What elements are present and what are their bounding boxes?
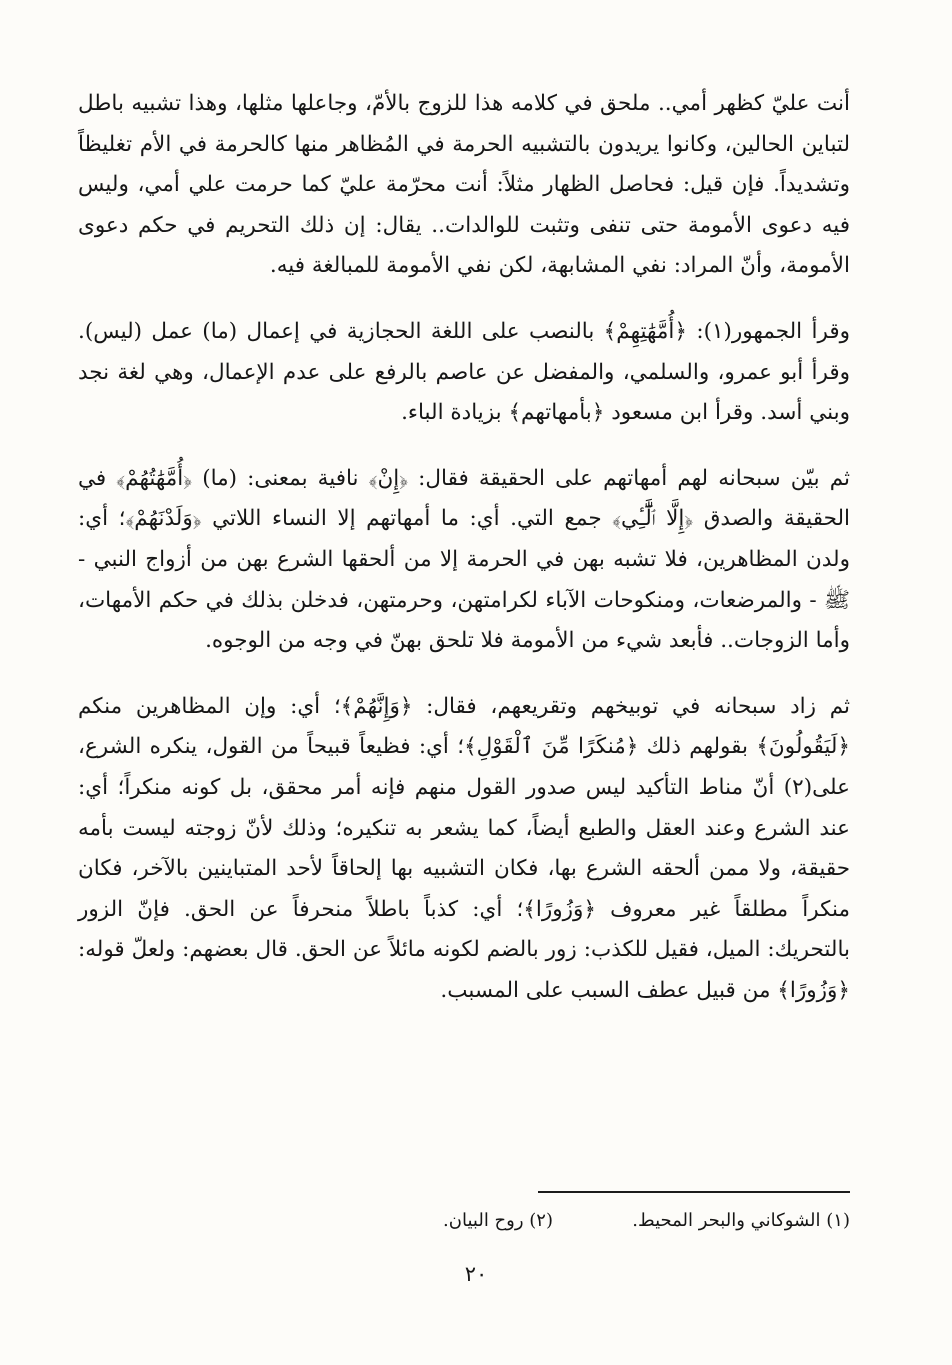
page-number: ٢٠: [464, 1262, 488, 1286]
paragraph-zihar-meaning: أنت عليّ كظهر أمي.. ملحق في كلامه هذا للزوج بالأمّ، وجاعلها مثلها، وهذا تشبيه باطل لتباين الحالين، وكانوا يريدون بالتشبيه الحرمة في المُظاهر منها كالحرمة في الأم تغليظاً وتشديداً. فإن قيل: فحاصل الظهار مثلاً: أنت محرّمة عليّ كما حرمت علي أمي، وليس فيه دعوى الأمومة حتى تنفى وتثبت للوالدات.. يقال: إن ذلك التحريم في حكم دعوى الأمومة، وأنّ المراد: نفي المشابهة، لكن نفي الأمومة للمبالغة فيه.: [78, 91, 850, 279]
paragraph-rebuke: ثم زاد سبحانه في توبيخهم وتقريعهم، فقال: ﴿وَإِنَّهُمْ﴾؛ أي: وإن المظاهرين منكم ﴿لَيَقُولُونَ﴾ بقولهم ذلك ﴿مُنكَرًا مِّنَ ٱلْقَوْلِ﴾؛ أي: فظيعاً قبيحاً من القول، ينكره الشرع، على(٢) أنّ مناط التأكيد ليس صدور القول منهم فإنه أمر محقق، بل كونه منكراً؛ أي: عند الشرع وعند العقل والطبع أيضاً، كما يشعر به تنكيره؛ وذلك لأنّ زوجته ليست بأمه حقيقة، ولا ممن ألحقه الشرع بها، فكان التشبيه بها إلحاقاً لأحد المتباينين بالآخر، فكان منكراً مطلقاً غير معروف ﴿وَزُورًا﴾؛ أي: كذباً باطلاً منحرفاً عن الحق. فإنّ الزور بالتحريك: الميل، فقيل للكذب: زور بالضم لكونه مائلاً عن الحق. قال بعضهم: ولعلّ قوله: ﴿وَزُورًا﴾ من قبيل عطف السبب على المسبب.: [78, 693, 850, 1003]
paragraph-true-mothers: ثم بيّن سبحانه لهم أمهاتهم على الحقيقة فقال: ﴿إِنْ﴾ نافية بمعنى: (ما) ﴿أُمَّهَٰتُهُمْ﴾ في الحقيقة والصدق ﴿إِلَّا ٱلَّٰٓـِٔي﴾ جمع التي. أي: ما أمهاتهم إلا النساء اللاتي ﴿وَلَدْنَهُمْ﴾؛ أي: ولدن المظاهرين، فلا تشبه بهن في الحرمة إلا من ألحقها الشرع بهن من أزواج النبي - ﷺ - والمرضعات، ومنكوحات الآباء لكرامتهن، وحرمتهن، فدخلن بذلك في حكم الأمهات، وأما الزوجات.. فأبعد شيء من الأمومة فلا تلحق بهنّ في وجه من الوجوه.: [78, 465, 850, 654]
footnote-2: (٢) روح البيان.: [443, 1210, 553, 1231]
page-body: [78, 84, 850, 1011]
footnote-1: (١) الشوكاني والبحر المحيط.: [632, 1210, 850, 1231]
footnote-divider: [538, 1191, 850, 1193]
paragraph-qiraat: وقرأ الجمهور(١): ﴿أُمَّهَٰتِهِمْ﴾ بالنصب على اللغة الحجازية في إعمال (ما) عمل (ليس). وقرأ أبو عمرو، والسلمي، والمفضل عن عاصم بالرفع على عدم الإعمال، وهي لغة نجد وبني أسد. وقرأ ابن مسعود ﴿بأمهاتهم﴾ بزيادة الباء.: [78, 318, 850, 426]
